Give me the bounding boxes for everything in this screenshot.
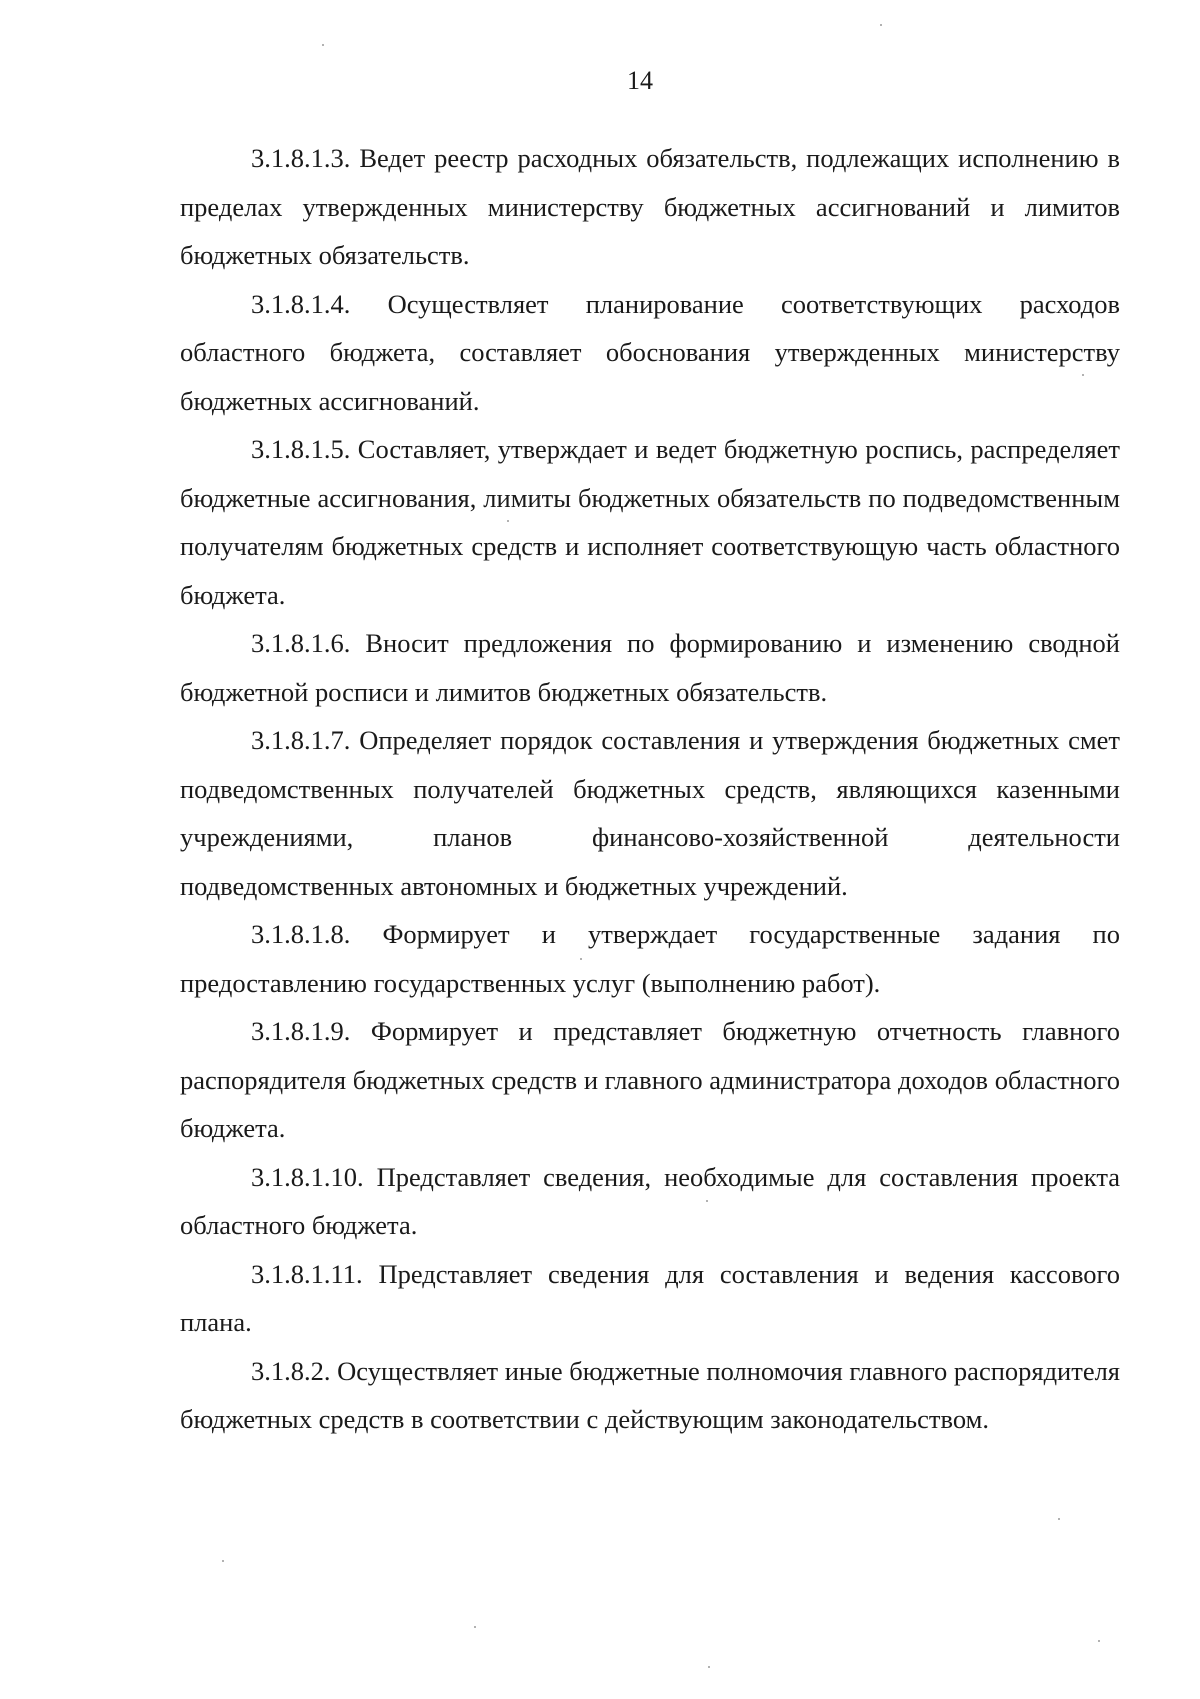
- scan-speck: [1058, 1518, 1060, 1520]
- scan-speck: [1098, 1640, 1100, 1642]
- paragraph-3-1-8-1-7: 3.1.8.1.7. Определяет порядок составления и утверждения бюджетных смет подведомственных получателей бюджетных средств, являющихся казенными учреждениями, планов финансово-хозяйственной деятельности подведомственных автономных и бюджетных учреждений.: [180, 725, 1120, 901]
- paragraph-3-1-8-1-9: 3.1.8.1.9. Формирует и представляет бюджетную отчетность главного распорядителя бюджетных средств и главного администратора доходов областного бюджета.: [180, 1016, 1120, 1143]
- document-body: [180, 134, 1120, 1444]
- scan-speck: [507, 520, 509, 522]
- paragraph-3-1-8-1-11: 3.1.8.1.11. Представляет сведения для составления и ведения кассового плана.: [180, 1258, 1120, 1337]
- paragraph-3-1-8-1-8: 3.1.8.1.8. Формирует и утверждает государственные задания по предоставлению государственных услуг (выполнению работ).: [180, 919, 1120, 998]
- paragraph-3-1-8-1-5: 3.1.8.1.5. Составляет, утверждает и ведет бюджетную роспись, распределяет бюджетные ассигнования, лимиты бюджетных обязательств по подведомственным получателям бюджетных средств и исполняет соответствующую часть областного бюджета.: [180, 434, 1120, 610]
- scan-speck: [222, 1560, 224, 1562]
- scan-speck: [1082, 374, 1084, 376]
- scan-speck: [880, 24, 882, 26]
- scan-speck: [708, 1666, 710, 1668]
- page-number: 14: [627, 66, 653, 95]
- scan-speck: [706, 1200, 708, 1202]
- scan-speck: [474, 1626, 476, 1628]
- paragraph-3-1-8-1-4: 3.1.8.1.4. Осуществляет планирование соответствующих расходов областного бюджета, составляет обоснования утвержденных министерству бюджетных ассигнований.: [180, 288, 1120, 416]
- paragraph-3-1-8-1-3: 3.1.8.1.3. Ведет реестр расходных обязательств, подлежащих исполнению в пределах утвержденных министерству бюджетных ассигнований и лимитов бюджетных обязательств.: [180, 143, 1120, 270]
- paragraph-3-1-8-1-6: 3.1.8.1.6. Вносит предложения по формированию и изменению сводной бюджетной росписи и лимитов бюджетных обязательств.: [180, 628, 1120, 707]
- paragraph-3-1-8-1-10: 3.1.8.1.10. Представляет сведения, необходимые для составления проекта областного бюджета.: [180, 1161, 1120, 1240]
- paragraph-3-1-8-2: 3.1.8.2. Осуществляет иные бюджетные полномочия главного распорядителя бюджетных средств в соответствии с действующим законодательством.: [180, 1355, 1120, 1434]
- scan-speck: [322, 44, 324, 46]
- scan-speck: [580, 958, 582, 960]
